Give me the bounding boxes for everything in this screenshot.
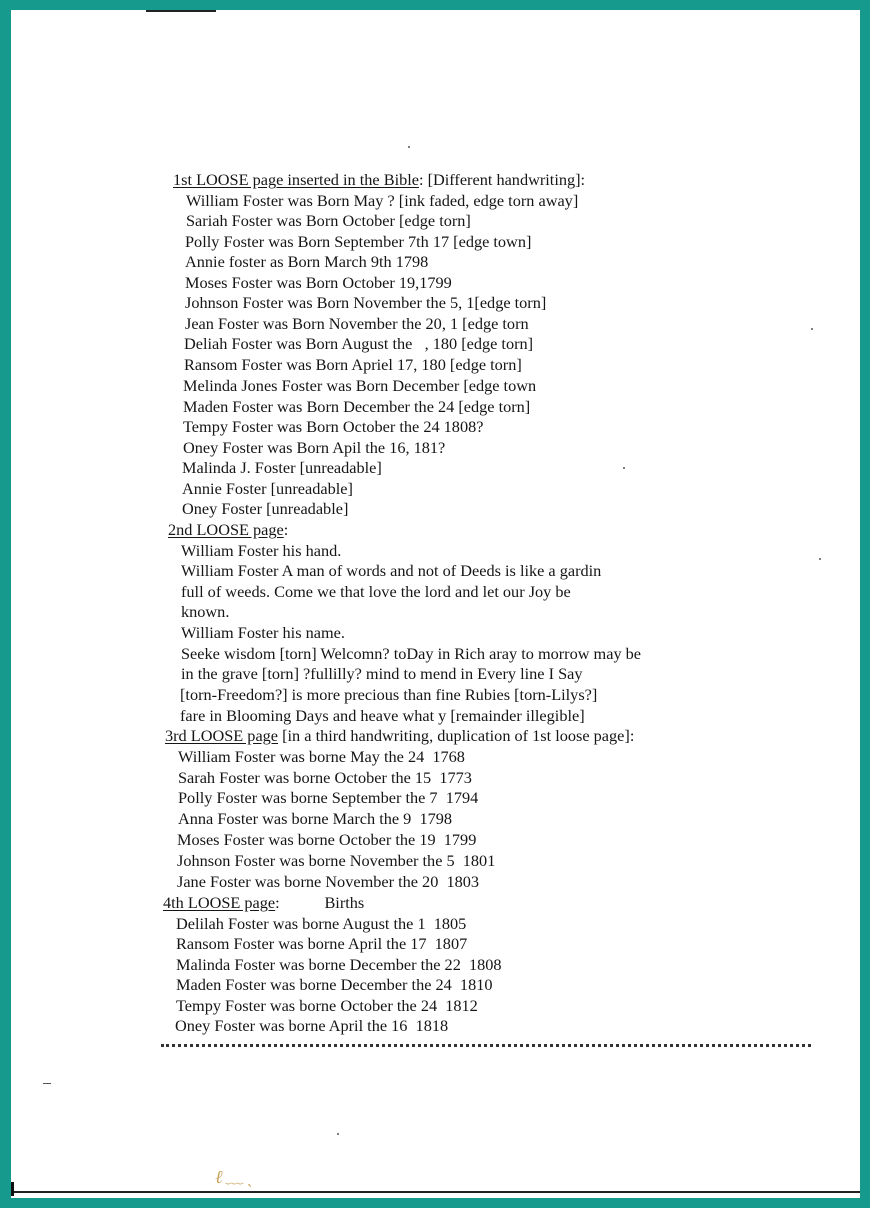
record-line: Malinda Foster was borne December the 22 1808 bbox=[176, 955, 502, 974]
record-line: Polly Foster was borne September the 7 1794 bbox=[178, 788, 479, 807]
section-note: [in a third handwriting, duplication of 1st loose page]: bbox=[278, 726, 635, 745]
record-line: William Foster his name. bbox=[181, 623, 345, 642]
record-line: Tempy Foster was borne October the 24 1812 bbox=[176, 996, 478, 1015]
section-heading-line bbox=[165, 726, 634, 746]
record-line: Delilah Foster was borne August the 1 1805 bbox=[176, 914, 467, 933]
record-line: Sarah Foster was borne October the 15 1773 bbox=[178, 768, 472, 787]
section-heading: 1st LOOSE page inserted in the Bible bbox=[173, 170, 419, 189]
dotted-separator bbox=[161, 1044, 811, 1047]
record-line: Tempy Foster was Born October the 24 1808? bbox=[183, 417, 484, 436]
record-line: William Foster his hand. bbox=[181, 541, 342, 560]
section-heading-line bbox=[163, 893, 364, 913]
record-line: in the grave [torn] ?fullilly? mind to mend in Every line I Say bbox=[181, 664, 583, 683]
record-line: Moses Foster was borne October the 19 1799 bbox=[177, 830, 477, 849]
record-line: full of weeds. Come we that love the lord and let our Joy be bbox=[181, 582, 571, 601]
record-line: Deliah Foster was Born August the , 180 [edge torn] bbox=[184, 334, 534, 353]
document-body bbox=[11, 10, 860, 1110]
scan-edge-mark bbox=[11, 1182, 14, 1196]
record-line: Annie foster as Born March 9th 1798 bbox=[185, 252, 429, 271]
scan-speck bbox=[337, 1133, 339, 1135]
section-heading: 4th LOOSE page bbox=[163, 893, 276, 912]
record-line: William Foster was Born May ? [ink faded, edge torn away] bbox=[186, 191, 579, 210]
record-line: Johnson Foster was borne November the 5 1801 bbox=[177, 851, 496, 870]
section-heading: 3rd LOOSE page bbox=[165, 726, 279, 745]
record-line: Oney Foster [unreadable] bbox=[182, 499, 349, 518]
record-line: Malinda J. Foster [unreadable] bbox=[182, 458, 382, 477]
ink-scribble: ℓ﹏ˎ bbox=[215, 1167, 256, 1187]
document-page bbox=[11, 10, 860, 1198]
record-line: Polly Foster was Born September 7th 17 [edge town] bbox=[185, 232, 532, 251]
record-line: Sariah Foster was Born October [edge torn] bbox=[186, 211, 471, 230]
record-line: Oney Foster was borne April the 16 1818 bbox=[175, 1016, 449, 1035]
record-line: [torn-Freedom?] is more precious than fine Rubies [torn-Lilys?] bbox=[180, 685, 598, 704]
section-note: : Births bbox=[275, 893, 365, 912]
section-heading: 2nd LOOSE page bbox=[168, 520, 284, 539]
record-line: William Foster A man of words and not of Deeds is like a gardin bbox=[181, 561, 602, 580]
section-note: : [Different handwriting]: bbox=[418, 170, 586, 189]
record-line: Anna Foster was borne March the 9 1798 bbox=[178, 809, 453, 828]
section-heading-line bbox=[168, 520, 288, 540]
record-line: fare in Blooming Days and heave what y [remainder illegible] bbox=[180, 706, 585, 725]
record-line: Seeke wisdom [torn] Welcomn? toDay in Rich aray to morrow may be bbox=[181, 644, 642, 663]
record-line: William Foster was borne May the 24 1768 bbox=[178, 747, 465, 766]
record-line: Moses Foster was Born October 19,1799 bbox=[185, 273, 452, 292]
record-line: Melinda Jones Foster was Born December [edge town bbox=[183, 376, 537, 395]
record-line: known. bbox=[181, 602, 230, 621]
record-line: Jane Foster was borne November the 20 1803 bbox=[177, 872, 480, 891]
record-line: Ransom Foster was borne April the 17 1807 bbox=[176, 934, 468, 953]
record-line: Maden Foster was Born December the 24 [edge torn] bbox=[183, 397, 531, 416]
section-heading-line bbox=[173, 170, 585, 190]
record-line: Ransom Foster was Born Apriel 17, 180 [edge torn] bbox=[184, 355, 522, 374]
record-line: Jean Foster was Born November the 20, 1 [edge torn bbox=[185, 314, 529, 333]
record-line: Johnson Foster was Born November the 5, 1[edge torn] bbox=[185, 293, 547, 312]
record-line: Annie Foster [unreadable] bbox=[182, 479, 353, 498]
scan-bottom-edge bbox=[11, 1191, 860, 1193]
section-note: : bbox=[283, 520, 289, 539]
record-line: Oney Foster was Born Apil the 16, 181? bbox=[183, 438, 446, 457]
record-line: Maden Foster was borne December the 24 1810 bbox=[176, 975, 493, 994]
